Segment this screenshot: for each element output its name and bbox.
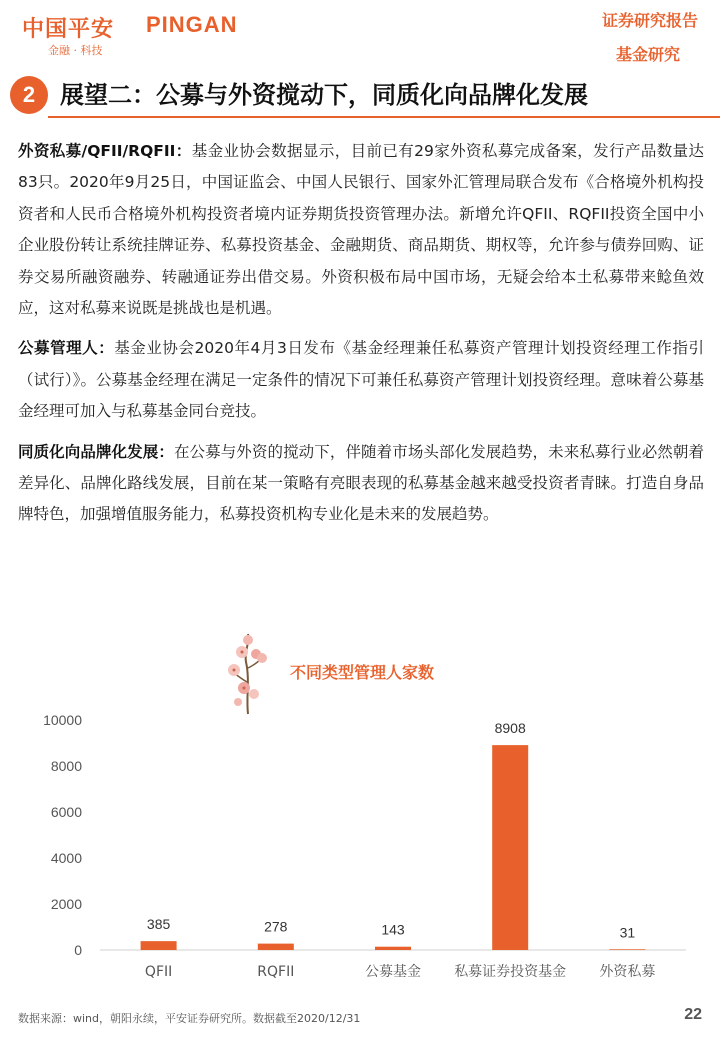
brand-logo-en: PINGAN <box>146 12 238 37</box>
paragraph-label: 公募管理人： <box>18 339 115 358</box>
data-label: 278 <box>264 918 288 935</box>
data-label: 385 <box>146 916 171 933</box>
data-source-note: 数据来源：wind，朝阳永续，平安证券研究所。数据截至2020/12/31 <box>18 1012 361 1025</box>
x-tick-label: 私募证券投资基金 <box>454 964 567 980</box>
bar <box>375 947 411 950</box>
paragraph-label: 外资私募/QFII/RQFII： <box>18 142 192 160</box>
x-tick-label: RQFII <box>257 964 295 980</box>
brand-tagline: 金融 · 科技 <box>48 44 103 57</box>
paragraph-text: 基金业协会数据显示，目前已有29家外资私募完成备案，发行产品数量达83只。2020年9月25日，中国证监会、中国人民银行、国家外汇管理局联合发布《合格境外机构投资者和人民币合格境外机构投资者境内证券期货投资管理办法。新增允许QFII、RQFII投资全国中小企业股份转让系统挂牌证券、私募投资基金、金融期货、商品期货、期权等，允许参与债券回购、证券交易所融资融券、转融通证券出借交易。外资积极布局中国市场，无疑会给本土私募带来鲶鱼效应，这对私募来说既是挑战也是机遇。 <box>18 142 704 318</box>
y-tick-label: 0 <box>74 942 82 958</box>
y-tick-label: 2000 <box>50 896 82 912</box>
bar <box>609 949 645 950</box>
page-header <box>0 0 720 70</box>
paragraph-text: 基金业协会2020年4月3日发布《基金经理兼任私募资产管理计划投资经理工作指引（试行）》。公募基金经理在满足一定条件的情况下可兼任私募资产管理计划投资经理。意味着公募基金经理可加入与私募基金同台竞技。 <box>18 339 704 421</box>
page-number: 22 <box>684 1006 702 1023</box>
paragraph-text: 在公募与外资的搅动下，伴随着市场头部化发展趋势，未来私募行业必然朝着差异化、品牌化路线发展，目前在某一策略有亮眼表现的私募基金越来越受投资者青睐。打造自身品牌特色，加强增值服务能力，私募投资机构专业化是未来的发展趋势。 <box>18 442 704 524</box>
data-label: 31 <box>619 924 636 941</box>
x-tick-label: QFII <box>144 964 173 980</box>
section-title: 展望二：公募与外资搅动下，同质化向品牌化发展 <box>60 81 588 109</box>
paragraph-label: 同质化向品牌化发展： <box>18 442 174 461</box>
bar <box>141 941 177 950</box>
y-tick-label: 4000 <box>50 850 82 866</box>
brand-logo-cn: 中国平安 <box>22 17 115 42</box>
title-underline <box>48 116 720 118</box>
report-type: 证券研究报告 <box>601 11 698 30</box>
bar <box>492 745 528 950</box>
y-tick-label: 6000 <box>50 804 82 820</box>
report-category: 基金研究 <box>615 45 680 64</box>
chart-title: 不同类型管理人家数 <box>290 663 435 682</box>
bar <box>258 944 294 950</box>
y-tick-label: 10000 <box>43 712 82 728</box>
x-tick-label: 外资私募 <box>599 964 656 980</box>
paragraph-branding <box>18 437 704 531</box>
section-heading <box>10 72 710 118</box>
body-text <box>18 136 704 540</box>
data-label: 143 <box>381 921 405 938</box>
y-tick-label: 8000 <box>50 758 82 774</box>
data-label: 8908 <box>494 720 526 737</box>
paragraph-foreign-private <box>18 136 704 324</box>
paragraph-public-manager <box>18 333 704 427</box>
section-number-badge: 2 <box>10 76 48 114</box>
bar-chart <box>0 630 720 990</box>
x-tick-label: 公募基金 <box>365 964 421 980</box>
